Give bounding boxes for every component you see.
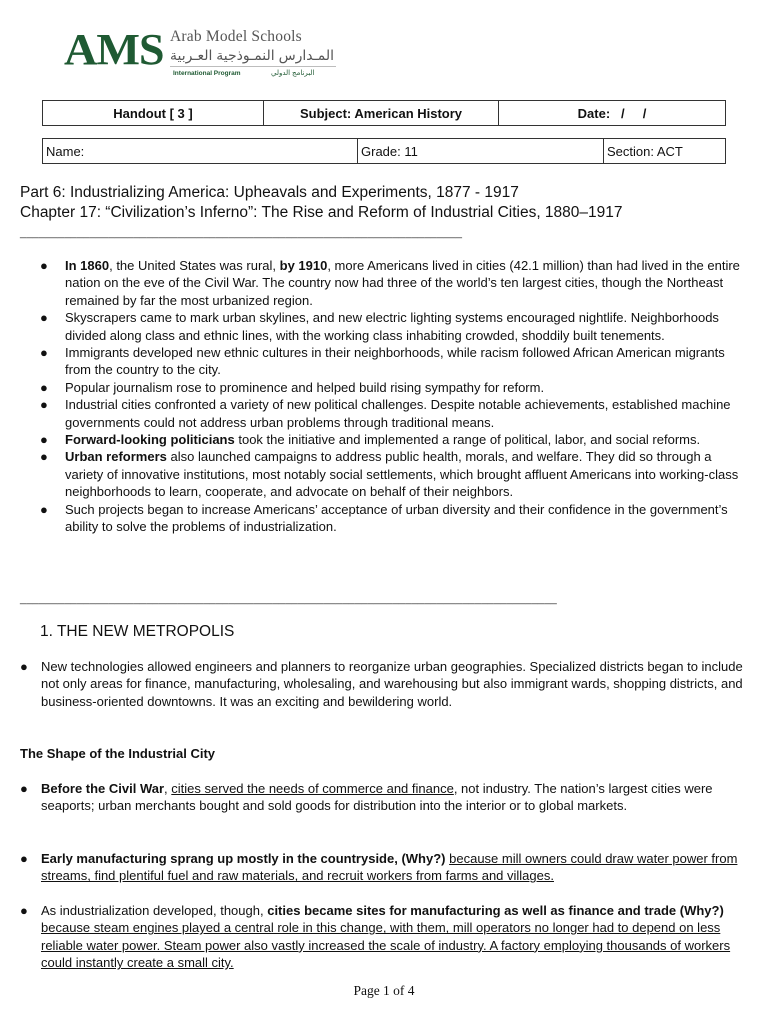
divider-line: _____________________________________________________________________________________	[20, 593, 558, 605]
date-value: / /	[610, 105, 647, 121]
logo-program-en: International Program	[173, 70, 241, 77]
list-item	[20, 501, 748, 536]
bold-phrase: Forward-looking politicians	[65, 432, 235, 448]
date-cell	[499, 101, 725, 125]
handout-header-table	[42, 100, 726, 126]
list-item	[20, 257, 748, 309]
bullet-icon: ●	[20, 903, 28, 918]
text: Immigrants developed new ethnic cultures in their neighborhoods, while racism followed African American migrants from the country to the city.	[65, 345, 725, 378]
logo-name-ar: المـدارس النمـوذجية العـربية	[170, 47, 335, 63]
bullet-icon: ●	[20, 659, 28, 674]
student-info-table	[42, 138, 726, 164]
section-cell: Section: ACT	[607, 143, 683, 159]
bullet-icon: ●	[40, 345, 48, 361]
bullet-icon: ●	[40, 449, 48, 465]
divider-line: ______________________________________________________________________	[20, 227, 463, 239]
bullet-icon: ●	[40, 397, 48, 413]
bullet-icon: ●	[40, 432, 48, 448]
paragraph-early-manufacturing	[20, 850, 760, 885]
underlined-answer: because mill owners could draw water power from streams, find plentiful fuel and raw materials, and recruit workers from farms and villages.	[41, 851, 738, 884]
text: , not industry. The nation’s largest cities were seaports; urban merchants bought and sold goods for distribution into the interior or to global markets.	[41, 781, 713, 814]
text: As industrialization developed, though,	[41, 903, 268, 918]
underlined-answer: cities served the needs of commerce and finance	[171, 781, 454, 796]
subsection-heading: The Shape of the Industrial City	[20, 746, 216, 761]
bullet-icon: ●	[20, 781, 28, 796]
school-logo	[64, 25, 354, 84]
paragraph-before-civil-war	[20, 780, 760, 815]
name-field[interactable]: Name:	[43, 139, 358, 163]
part-title: Part 6: Industrializing America: Upheavals and Experiments, 1877 - 1917	[20, 184, 519, 201]
page-number: Page 1 of 4	[353, 983, 415, 998]
underlined-answer: because steam engines played a central role in this change, with them, mill operators no longer had to depend on less reliable water power. Steam power also vastly increased the scale of industry. A factory employing thousands of workers could instantly create a small city.	[41, 920, 731, 971]
text: took the initiative and implemented a range of political, labor, and social reforms.	[234, 432, 701, 448]
text: , more Americans lived in cities (42.1 million) than had lived in the entire nation on the eve of the Civil War. The country now had three of the world’s ten largest cities, though the Northeast remained by far the most urbanized region.	[65, 258, 740, 308]
paragraph-industrialization	[20, 902, 760, 972]
list-item	[20, 431, 748, 448]
paragraph-text	[20, 850, 760, 885]
grade-cell: Grade: 11	[358, 139, 604, 163]
section-heading: 1. THE NEW METROPOLIS	[40, 623, 235, 640]
bullet-icon: ●	[20, 851, 28, 866]
text: Such projects began to increase Americans’ acceptance of urban diversity and their confidence in the government’s ability to solve the problems of industrialization.	[65, 501, 728, 535]
bold-phrase: cities became sites for manufacturing as well as finance and trade (Why?)	[267, 903, 724, 918]
bullet-icon: ●	[40, 258, 48, 273]
chapter-summary-list	[20, 257, 748, 536]
list-item	[20, 309, 748, 344]
paragraph-text: New technologies allowed engineers and planners to reorganize urban geographies. Specialized districts began to include not only areas for finance, manufacturing, wholesaling, and warehousing but also immigrant wards, shopping districts, and business-oriented downtowns. It was an exciting and bewildering world.	[41, 659, 743, 709]
text: , the United States was rural,	[109, 258, 280, 273]
text: Skyscrapers came to mark urban skylines, and new electric lighting systems encouraged nightlife. Neighborhoods divided along class and ethnic lines, with the working class inhabiting crowded, shoddily built tenements.	[65, 310, 719, 343]
paragraph-intro	[20, 658, 760, 710]
text: Industrial cities confronted a variety of new political challenges. Despite notable achievements, established machine governments could not address urban problems through traditional means.	[65, 397, 731, 430]
list-item	[20, 448, 748, 500]
bullet-icon: ●	[40, 379, 48, 395]
logo-program-ar: البرنامج الدولي	[271, 70, 315, 77]
logo-divider	[170, 66, 336, 67]
bold-phrase: by 1910	[279, 258, 328, 273]
date-label: Date:	[577, 105, 611, 121]
bullet-icon: ●	[40, 310, 48, 326]
bullet-icon: ●	[40, 501, 48, 517]
list-item	[20, 379, 748, 396]
bold-phrase: Urban reformers	[65, 449, 167, 465]
text: Popular journalism rose to prominence and helped build rising sympathy for reform.	[65, 379, 545, 395]
list-item	[20, 396, 748, 431]
logo-mark: AMS	[64, 25, 164, 74]
paragraph-text	[20, 780, 760, 815]
bold-phrase: Early manufacturing sprang up mostly in the countryside, (Why?)	[41, 851, 446, 866]
chapter-title: Chapter 17: “Civilization’s Inferno”: The Rise and Reform of Industrial Cities, 1880–1917	[20, 204, 623, 221]
paragraph-text	[20, 902, 760, 972]
list-item	[20, 344, 748, 379]
text: ,	[164, 781, 172, 796]
logo-name-en: Arab Model Schools	[170, 28, 302, 45]
handout-number: Handout [ 3 ]	[43, 101, 264, 125]
subject-cell: Subject: American History	[264, 101, 499, 125]
bold-phrase: Before the Civil War	[41, 781, 165, 796]
text: also launched campaigns to address public health, morals, and welfare. They did so through a variety of innovative institutions, most notably social settlements, which brought affluent Americans into working-class neighborhoods to learn, cooperate, and advocate on behalf of their neighbors.	[65, 449, 739, 500]
bold-phrase: In 1860	[65, 258, 110, 273]
